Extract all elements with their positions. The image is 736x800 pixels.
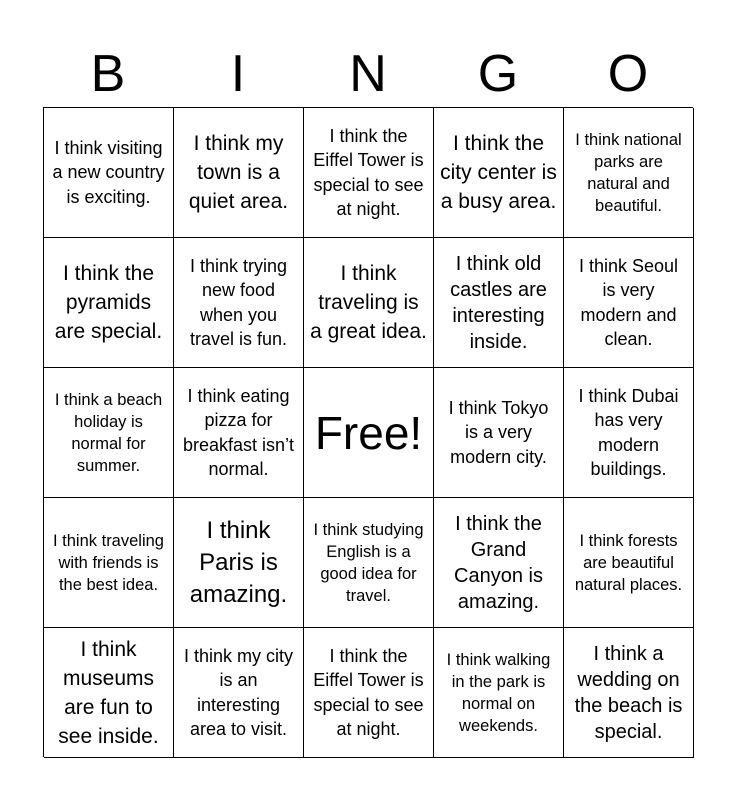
cell-text: I think museums are fun to see inside. bbox=[58, 637, 159, 748]
bingo-cell bbox=[564, 628, 694, 758]
bingo-cell bbox=[304, 498, 434, 628]
bingo-cell bbox=[174, 368, 304, 498]
cell-text: I think Tokyo is a very modern city. bbox=[448, 397, 549, 467]
header-letter-n: N bbox=[349, 45, 387, 103]
bingo-header bbox=[43, 40, 693, 108]
bingo-cell bbox=[304, 628, 434, 758]
bingo-cell bbox=[434, 108, 564, 238]
cell-text: I think visiting a new country is exciting. bbox=[52, 137, 165, 207]
cell-text: I think traveling is a great idea. bbox=[310, 262, 427, 343]
bingo-cell bbox=[44, 108, 174, 238]
bingo-cell bbox=[44, 238, 174, 368]
free-text: Free! bbox=[314, 406, 423, 459]
header-letter-g: G bbox=[477, 45, 519, 103]
cell-text: I think Paris is amazing. bbox=[189, 516, 288, 608]
header-letter-i: I bbox=[230, 45, 246, 103]
cell-text: I think the Eiffel Tower is special to see at night. bbox=[313, 125, 424, 219]
cell-text: I think Seoul is very modern and clean. bbox=[578, 255, 679, 349]
bingo-cell bbox=[434, 498, 564, 628]
cell-text: I think trying new food when you travel is fun. bbox=[189, 255, 288, 349]
cell-text: I think the pyramids are special. bbox=[54, 262, 163, 343]
bingo-cell bbox=[304, 238, 434, 368]
bingo-cell bbox=[174, 238, 304, 368]
bingo-cell bbox=[44, 368, 174, 498]
bingo-cell bbox=[564, 238, 694, 368]
bingo-cell bbox=[564, 498, 694, 628]
bingo-cell bbox=[434, 368, 564, 498]
bingo-cell bbox=[564, 108, 694, 238]
bingo-cell bbox=[434, 628, 564, 758]
free-space bbox=[304, 368, 434, 498]
cell-text: I think Dubai has very modern buildings. bbox=[578, 385, 679, 479]
bingo-cell bbox=[44, 628, 174, 758]
cell-text: I think eating pizza for breakfast isn’t normal. bbox=[182, 385, 295, 479]
cell-text: I think walking in the park is normal on weekends. bbox=[446, 650, 551, 735]
cell-text: I think forests are beautiful natural places. bbox=[574, 531, 683, 594]
bingo-cell bbox=[44, 498, 174, 628]
cell-text: I think my town is a quiet area. bbox=[188, 132, 289, 213]
bingo-cell bbox=[174, 628, 304, 758]
cell-text: I think a wedding on the beach is special. bbox=[574, 642, 683, 743]
cell-text: I think the Eiffel Tower is special to see at night. bbox=[313, 645, 424, 739]
header-letter-b: B bbox=[90, 45, 126, 103]
cell-text: I think national parks are natural and beautiful. bbox=[575, 130, 682, 215]
cell-text: I think a beach holiday is normal for summer. bbox=[54, 390, 163, 475]
header-letter-o: O bbox=[607, 45, 649, 103]
bingo-board bbox=[43, 107, 693, 757]
bingo-cell bbox=[434, 238, 564, 368]
cell-text: I think the city center is a busy area. bbox=[440, 132, 557, 213]
cell-text: I think the Grand Canyon is amazing. bbox=[454, 512, 543, 613]
bingo-cell bbox=[174, 498, 304, 628]
cell-text: I think my city is an interesting area to visit. bbox=[183, 645, 294, 739]
bingo-cell bbox=[304, 108, 434, 238]
cell-text: I think old castles are interesting inside. bbox=[450, 252, 547, 353]
bingo-cell bbox=[174, 108, 304, 238]
cell-text: I think traveling with friends is the best idea. bbox=[53, 531, 164, 594]
cell-text: I think studying English is a good idea for travel. bbox=[313, 520, 424, 605]
bingo-cell bbox=[564, 368, 694, 498]
